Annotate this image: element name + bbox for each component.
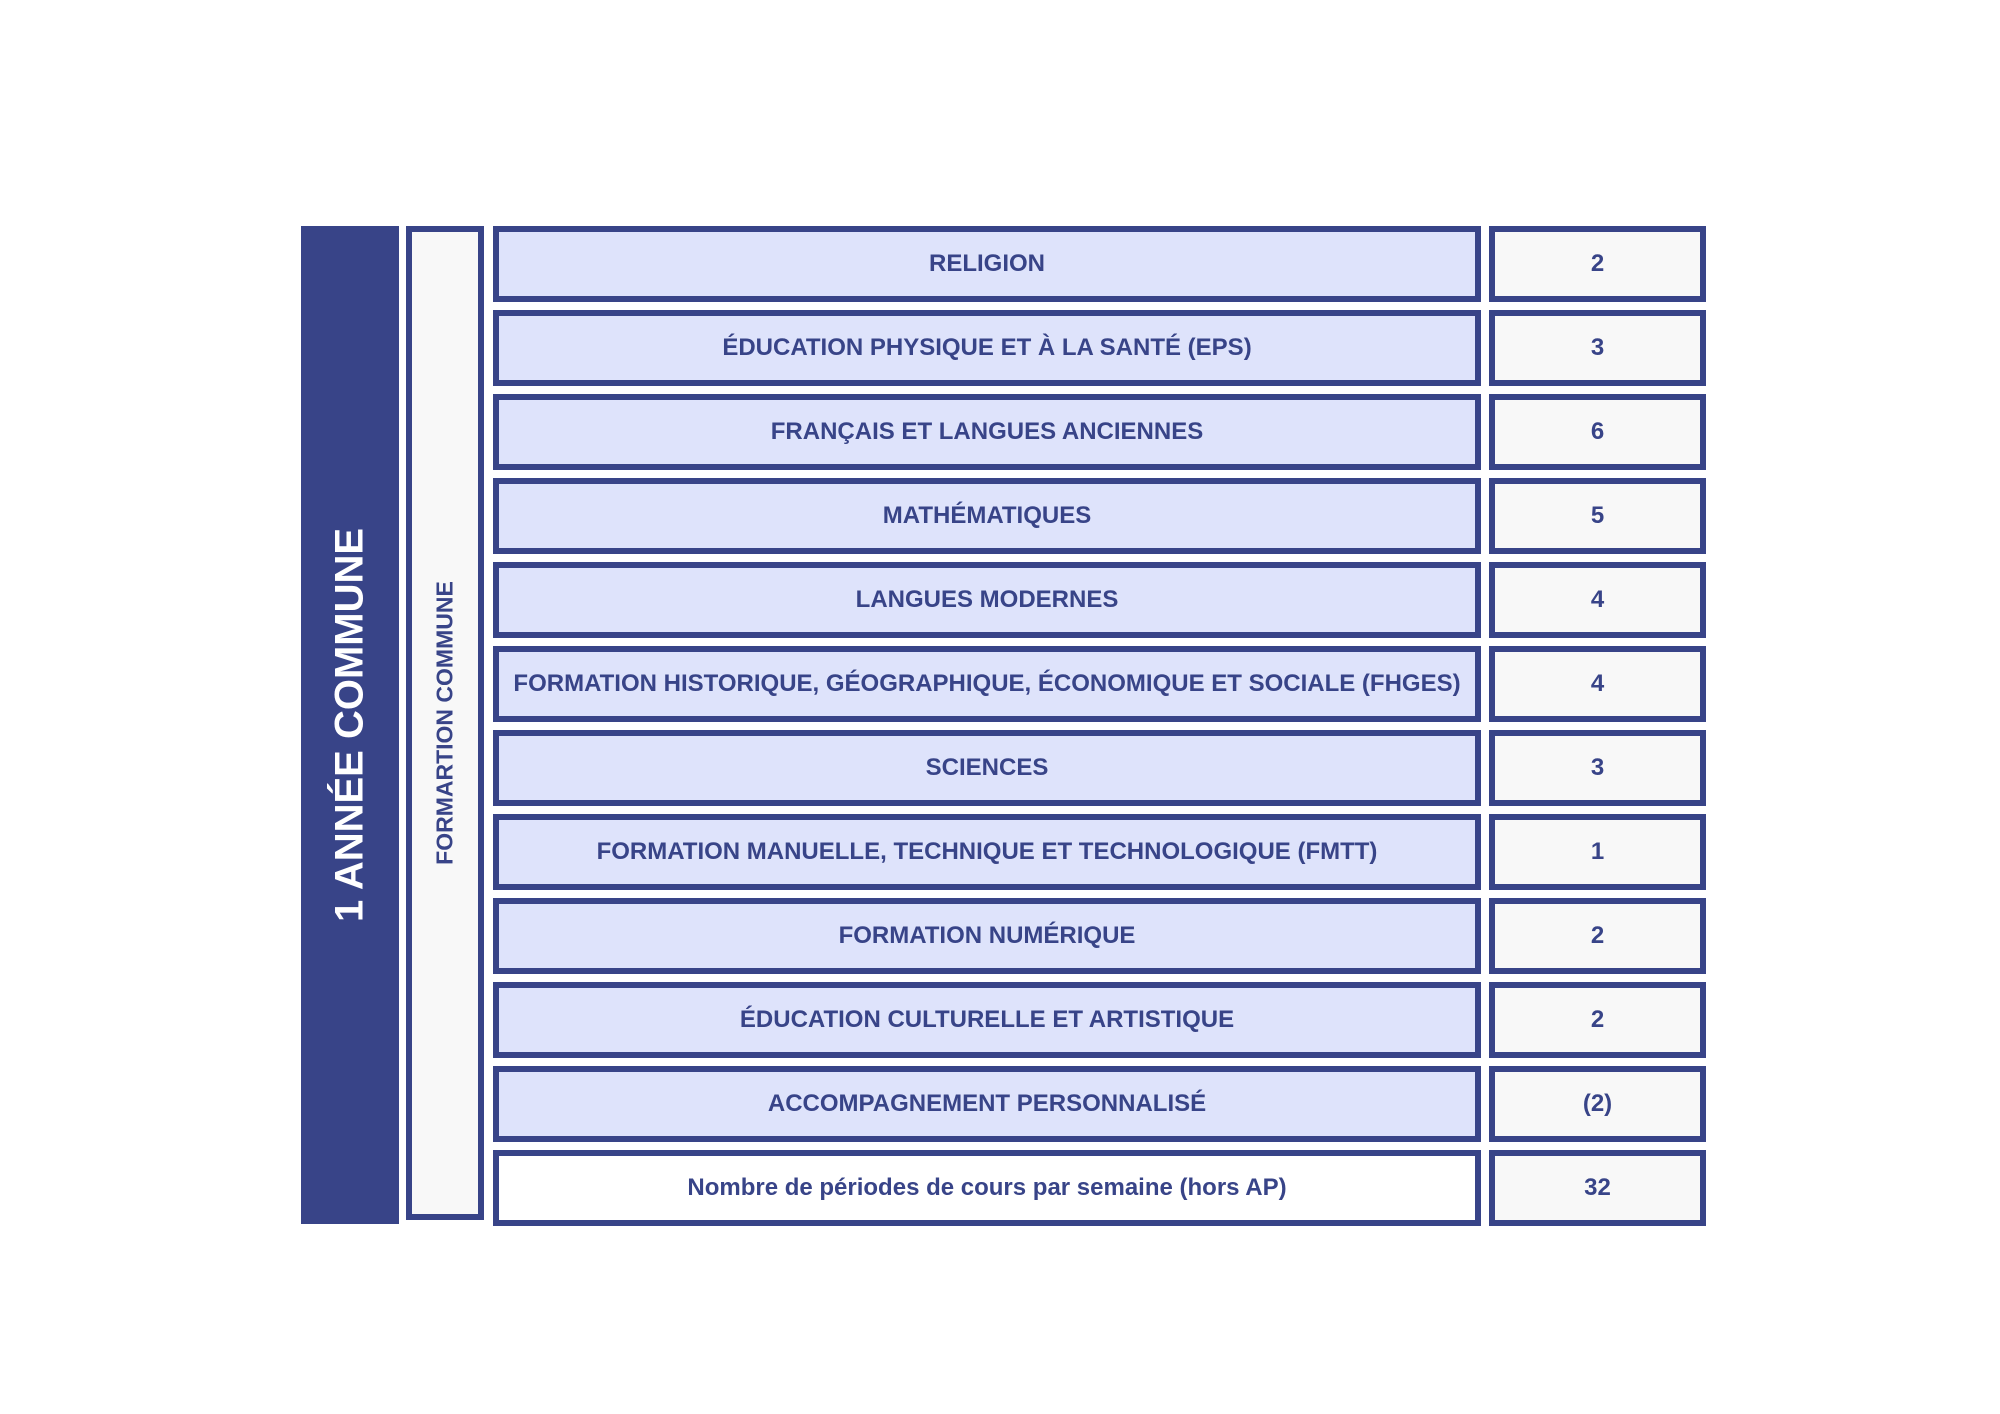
hours-cell-sciences: 3 bbox=[1489, 730, 1706, 806]
hours-cell-formation-numerique: 2 bbox=[1489, 898, 1706, 974]
hours-cell-eps: 3 bbox=[1489, 310, 1706, 386]
subject-cell-fhges: FORMATION HISTORIQUE, GÉOGRAPHIQUE, ÉCONOMIQUE ET SOCIALE (FHGES) bbox=[493, 646, 1481, 722]
year-band bbox=[301, 226, 399, 1224]
formation-band bbox=[406, 226, 484, 1220]
subject-cell-mathematiques: MATHÉMATIQUES bbox=[493, 478, 1481, 554]
total-label-cell: Nombre de périodes de cours par semaine (hors AP) bbox=[493, 1150, 1481, 1226]
subject-cell-langues-modernes: LANGUES MODERNES bbox=[493, 562, 1481, 638]
hours-cell-langues-modernes: 4 bbox=[1489, 562, 1706, 638]
hours-cell-education-culturelle: 2 bbox=[1489, 982, 1706, 1058]
subject-cell-francais: FRANÇAIS ET LANGUES ANCIENNES bbox=[493, 394, 1481, 470]
subject-cell-education-culturelle: ÉDUCATION CULTURELLE ET ARTISTIQUE bbox=[493, 982, 1481, 1058]
formation-label: FORMARTION COMMUNE bbox=[431, 581, 458, 865]
subject-cell-accompagnement: ACCOMPAGNEMENT PERSONNALISÉ bbox=[493, 1066, 1481, 1142]
year-label: 1 ANNÉE COMMUNE bbox=[327, 527, 372, 923]
subject-cell-eps: ÉDUCATION PHYSIQUE ET À LA SANTÉ (EPS) bbox=[493, 310, 1481, 386]
total-hours-cell: 32 bbox=[1489, 1150, 1706, 1226]
hours-cell-francais: 6 bbox=[1489, 394, 1706, 470]
subject-cell-religion: RELIGION bbox=[493, 226, 1481, 302]
hours-cell-mathematiques: 5 bbox=[1489, 478, 1706, 554]
hours-cell-religion: 2 bbox=[1489, 226, 1706, 302]
subject-cell-formation-numerique: FORMATION NUMÉRIQUE bbox=[493, 898, 1481, 974]
subject-cell-fmtt: FORMATION MANUELLE, TECHNIQUE ET TECHNOLOGIQUE (FMTT) bbox=[493, 814, 1481, 890]
hours-cell-fmtt: 1 bbox=[1489, 814, 1706, 890]
hours-cell-fhges: 4 bbox=[1489, 646, 1706, 722]
hours-cell-accompagnement: (2) bbox=[1489, 1066, 1706, 1142]
subject-cell-sciences: SCIENCES bbox=[493, 730, 1481, 806]
